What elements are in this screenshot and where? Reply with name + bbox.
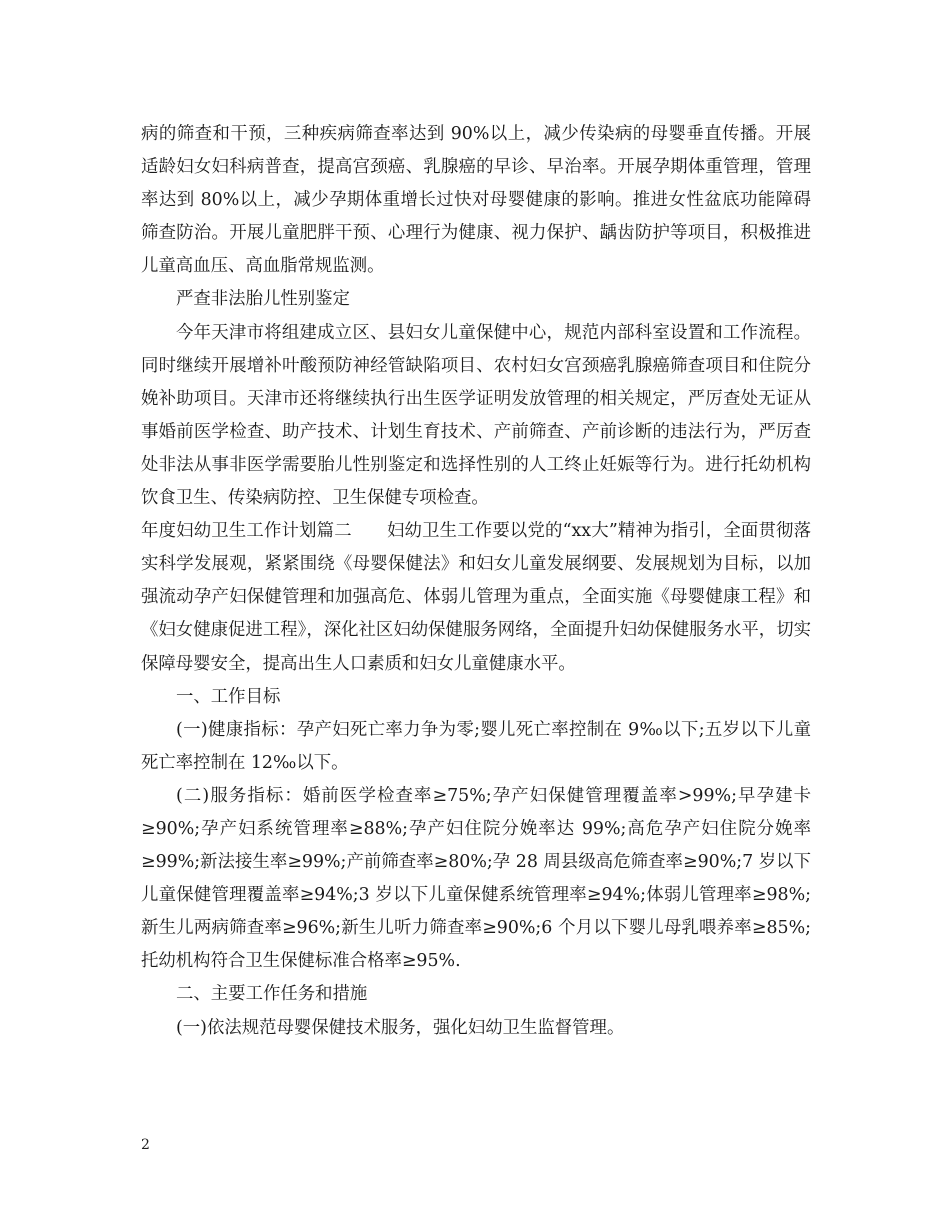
- paragraph-tianjin-plan: 今年天津市将组建成立区、县妇女儿童保健中心，规范内部科室设置和工作流程。同时继续开展增补叶酸预防神经管缺陷项目、农村妇女宫颈癌乳腺癌筛查项目和住院分娩补助项目。天津市还将继续执行出生医学证明发放管理的相关规定，严厉查处无证从事婚前医学检查、助产技术、计划生育技术、产前筛查、产前诊断的违法行为，严厉查处非法从事非医学需要胎儿性别鉴定和选择性别的人工终止妊娠等行为。进行托幼机构饮食卫生、传染病防控、卫生保健专项检查。: [141, 322, 811, 509]
- heading-main-tasks: 二、主要工作任务和措施: [176, 984, 368, 1005]
- paragraph-plan-part-two: 年度妇幼卫生工作计划篇二 妇幼卫生工作要以党的“xx大”精神为指引，全面贯彻落实科学发展观，紧紧围绕《母婴保健法》和妇女儿童发展纲要、发展规划为目标，以加强流动孕产妇保健管理和加强高危、体弱儿管理为重点，全面实施《母婴健康工程》和《妇女健康促进工程》，深化社区妇幼保健服务网络，全面提升妇幼保健服务水平，切实保障母婴安全，提高出生人口素质和妇女儿童健康水平。: [141, 521, 811, 674]
- heading-work-goals: 一、工作目标: [176, 686, 281, 707]
- subheading-gender-identification: 严查非法胎儿性别鉴定: [176, 289, 350, 310]
- paragraph-continuation: 病的筛查和干预，三种疾病筛查率达到 90%以上，减少传染病的母婴垂直传播。开展适龄妇女妇科病普查，提高宫颈癌、乳腺癌的早诊、早治率。开展孕期体重管理，管理率达到 80%以上，减少孕期体重增长过快对母婴健康的影响。推进女性盆底功能障碍筛查防治。开展儿童肥胖干预、心理行为健康、视力保护、龋齿防护等项目，积极推进儿童高血压、高血脂常规监测。: [141, 124, 811, 277]
- paragraph-service-indicators: (二)服务指标：婚前医学检查率≥75%;孕产妇保健管理覆盖率>99%;早孕建卡≥90%;孕产妇系统管理率≥88%;孕产妇住院分娩率达 99%;高危孕产妇住院分娩率≥99%;新法接生率≥99%;产前筛查率≥80%;孕 28 周县级高危筛查率≥90%;7 岁以下儿童保健管理覆盖率≥94%;3 岁以下儿童保健系统管理率≥94%;体弱儿管理率≥98%;新生儿两病筛查率≥96%;新生儿听力筛查率≥90%;6 个月以下婴儿母乳喂养率≥85%;托幼机构符合卫生保健标准合格率≥95%.: [141, 785, 811, 972]
- paragraph-health-indicators: (一)健康指标：孕产妇死亡率力争为零;婴儿死亡率控制在 9‰以下;五岁以下儿童死亡率控制在 12‰以下。: [141, 719, 811, 773]
- document-body: [141, 118, 811, 1045]
- paragraph-task-one: (一)依法规范母婴保健技术服务，强化妇幼卫生监督管理。: [176, 1017, 625, 1038]
- page-number: 2: [141, 1137, 150, 1153]
